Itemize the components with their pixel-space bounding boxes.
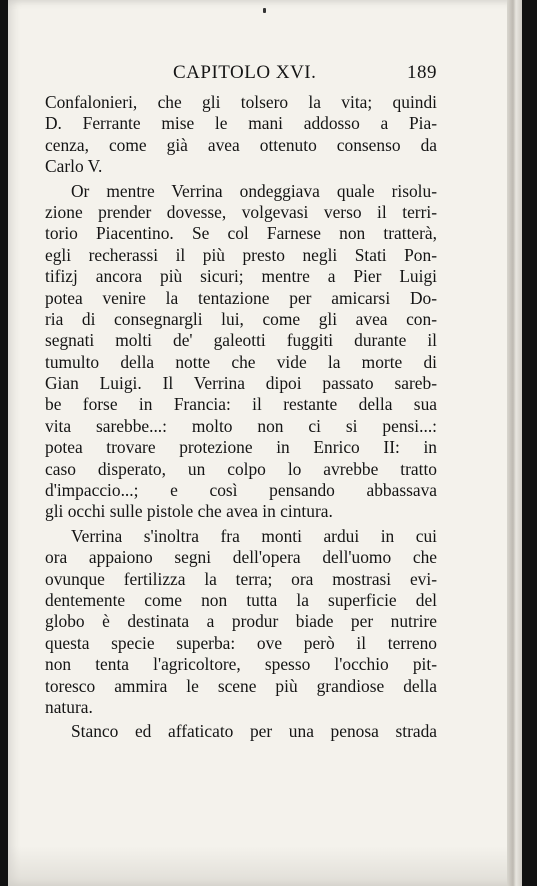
text-line: globo è destinata a produr biade per nutrire [45, 611, 437, 632]
text-line: Verrina s'inoltra fra monti ardui in cui [71, 525, 437, 546]
text-line: cenza, come già avea ottenuto consenso da [45, 134, 437, 155]
text-line: Gian Luigi. Il Verrina dipoi passato sareb- [45, 373, 437, 394]
paragraph-3 [45, 526, 437, 719]
book-page [8, 0, 522, 886]
text-line: tumulto della notte che vide la morte di [45, 351, 437, 372]
paragraph-1 [45, 92, 437, 178]
text-line: be forse in Francia: il restante della sua [45, 394, 437, 415]
text-line: vita sarebbe...: molto non ci si pensi...: [45, 415, 437, 436]
text-line: Or mentre Verrina ondeggiava quale risolu- [71, 180, 437, 201]
chapter-title: CAPITOLO XVI. [173, 62, 317, 83]
text-line: zione prender dovesse, volgevasi verso il terri- [45, 201, 437, 222]
text-line: caso disperato, un colpo lo avrebbe tratto [45, 458, 437, 479]
text-line: non tenta l'agricoltore, spesso l'occhio pit- [45, 654, 437, 675]
text-line: potea venire la tentazione per amicarsi Do- [45, 287, 437, 308]
text-line: natura. [45, 696, 93, 717]
text-line: Confalonieri, che gli tolsero la vita; quindi [45, 92, 437, 112]
text-line: d'impaccio...; e così pensando abbassava [45, 480, 437, 501]
text-line: Carlo V. [45, 156, 103, 177]
running-head [45, 62, 437, 92]
text-line: dentemente come non tutta la superficie del [45, 589, 437, 610]
text-line: toresco ammira le scene più grandiose della [45, 675, 437, 696]
text-line: potea trovare protezione in Enrico II: in [45, 437, 437, 458]
text-line: segnati molti de' galeotti fuggiti durante il [45, 330, 437, 351]
text-line: gli occhi sulle pistole che avea in cintura. [45, 501, 333, 522]
text-line: torio Piacentino. Se col Farnese non tratterà, [45, 223, 437, 244]
text-line: questa specie superba: ove però il terreno [45, 632, 437, 653]
text-line: egli recherassi il più presto negli Stati Pon- [45, 244, 437, 265]
text-block [45, 62, 437, 743]
text-line: tifizj ancora più sicuri; mentre a Pier Luigi [45, 266, 437, 287]
text-line: ora appaiono segni dell'opera dell'uomo che [45, 547, 437, 568]
ink-speck [263, 8, 266, 13]
page-number: 189 [407, 62, 437, 83]
page-edge [507, 0, 522, 886]
paragraph-4 [45, 721, 437, 742]
text-line: ria di consegnargli lui, come gli avea con- [45, 308, 437, 329]
paragraph-2 [45, 181, 437, 523]
page-bottom-shadow [8, 846, 522, 886]
text-line: ovunque fertilizza la terra; ora mostrasi evi- [45, 568, 437, 589]
text-line: D. Ferrante mise le mani addosso a Pia- [45, 113, 437, 134]
text-line: Stanco ed affaticato per una penosa strada [71, 721, 437, 742]
